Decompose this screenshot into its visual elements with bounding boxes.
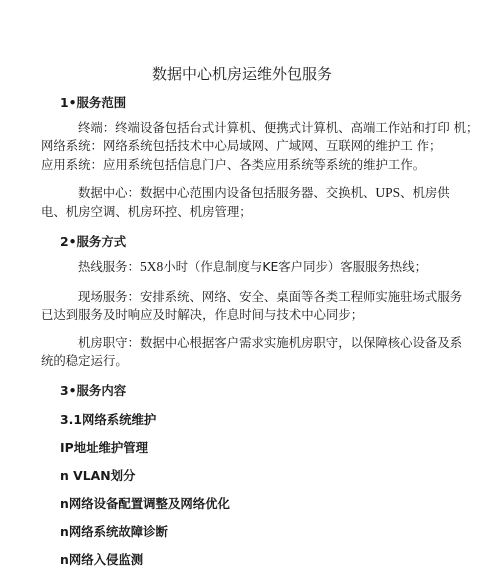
data-center-paragraph-line2: 电、机房空调、机房环控、机房管理； <box>41 204 252 219</box>
hotline-paragraph <box>78 259 427 275</box>
list-item: n网络设备配置调整及网络优化 <box>60 496 230 511</box>
subsection-network-maintenance: 3.1网络系统维护 <box>60 412 157 427</box>
data-center-paragraph-line1 <box>78 185 450 201</box>
data-center-text-prefix: 数据中心：数据中心范围内设备包括服务器、交换机、 <box>78 185 376 200</box>
data-center-text-suffix: 、机房供 <box>400 185 450 200</box>
hotline-text-prefix: 热线服务： <box>78 259 140 274</box>
onsite-paragraph-line1: 现场服务：安排系统、网络、安全、桌面等各类工程师实施驻场式服务 <box>78 289 463 304</box>
application-system-paragraph: 应用系统：应用系统包括信息门户、各类应用系统等系统的维护工作。 <box>41 157 426 172</box>
hotline-5x8-text: 5X8 <box>139 259 164 274</box>
terminal-paragraph: 终端：终端设备包括台式计算机、便携式计算机、高端工作站和打印 机； <box>78 120 479 135</box>
hotline-text-suffix: 小时（作息制度与KE客户同步）客服服务热线； <box>163 259 427 274</box>
onsite-paragraph-line2: 已达到服务及时响应及时解决，作息时间与技术中心同步； <box>41 307 364 322</box>
section-heading-service-mode: 2•服务方式 <box>60 234 127 249</box>
section-heading-service-scope: 1•服务范围 <box>60 95 127 110</box>
network-system-paragraph: 网络系统：网络系统包括技术中心局域网、广域网、互联网的维护工 作； <box>41 138 442 153</box>
machine-room-paragraph-line2: 统的稳定运行。 <box>41 353 128 368</box>
ups-text: UPS <box>375 185 401 200</box>
section-heading-service-content: 3•服务内容 <box>60 383 127 398</box>
machine-room-paragraph-line1: 机房职守：数据中心根据客户需求实施机房职守，以保障核心设备及系 <box>78 335 463 350</box>
list-item: IP地址维护管理 <box>60 440 149 455</box>
document-title: 数据中心机房运维外包服务 <box>152 65 333 83</box>
list-item: n网络系统故障诊断 <box>60 524 168 539</box>
list-item: n网络入侵监测 <box>60 552 144 567</box>
list-item: n VLAN划分 <box>60 468 136 483</box>
